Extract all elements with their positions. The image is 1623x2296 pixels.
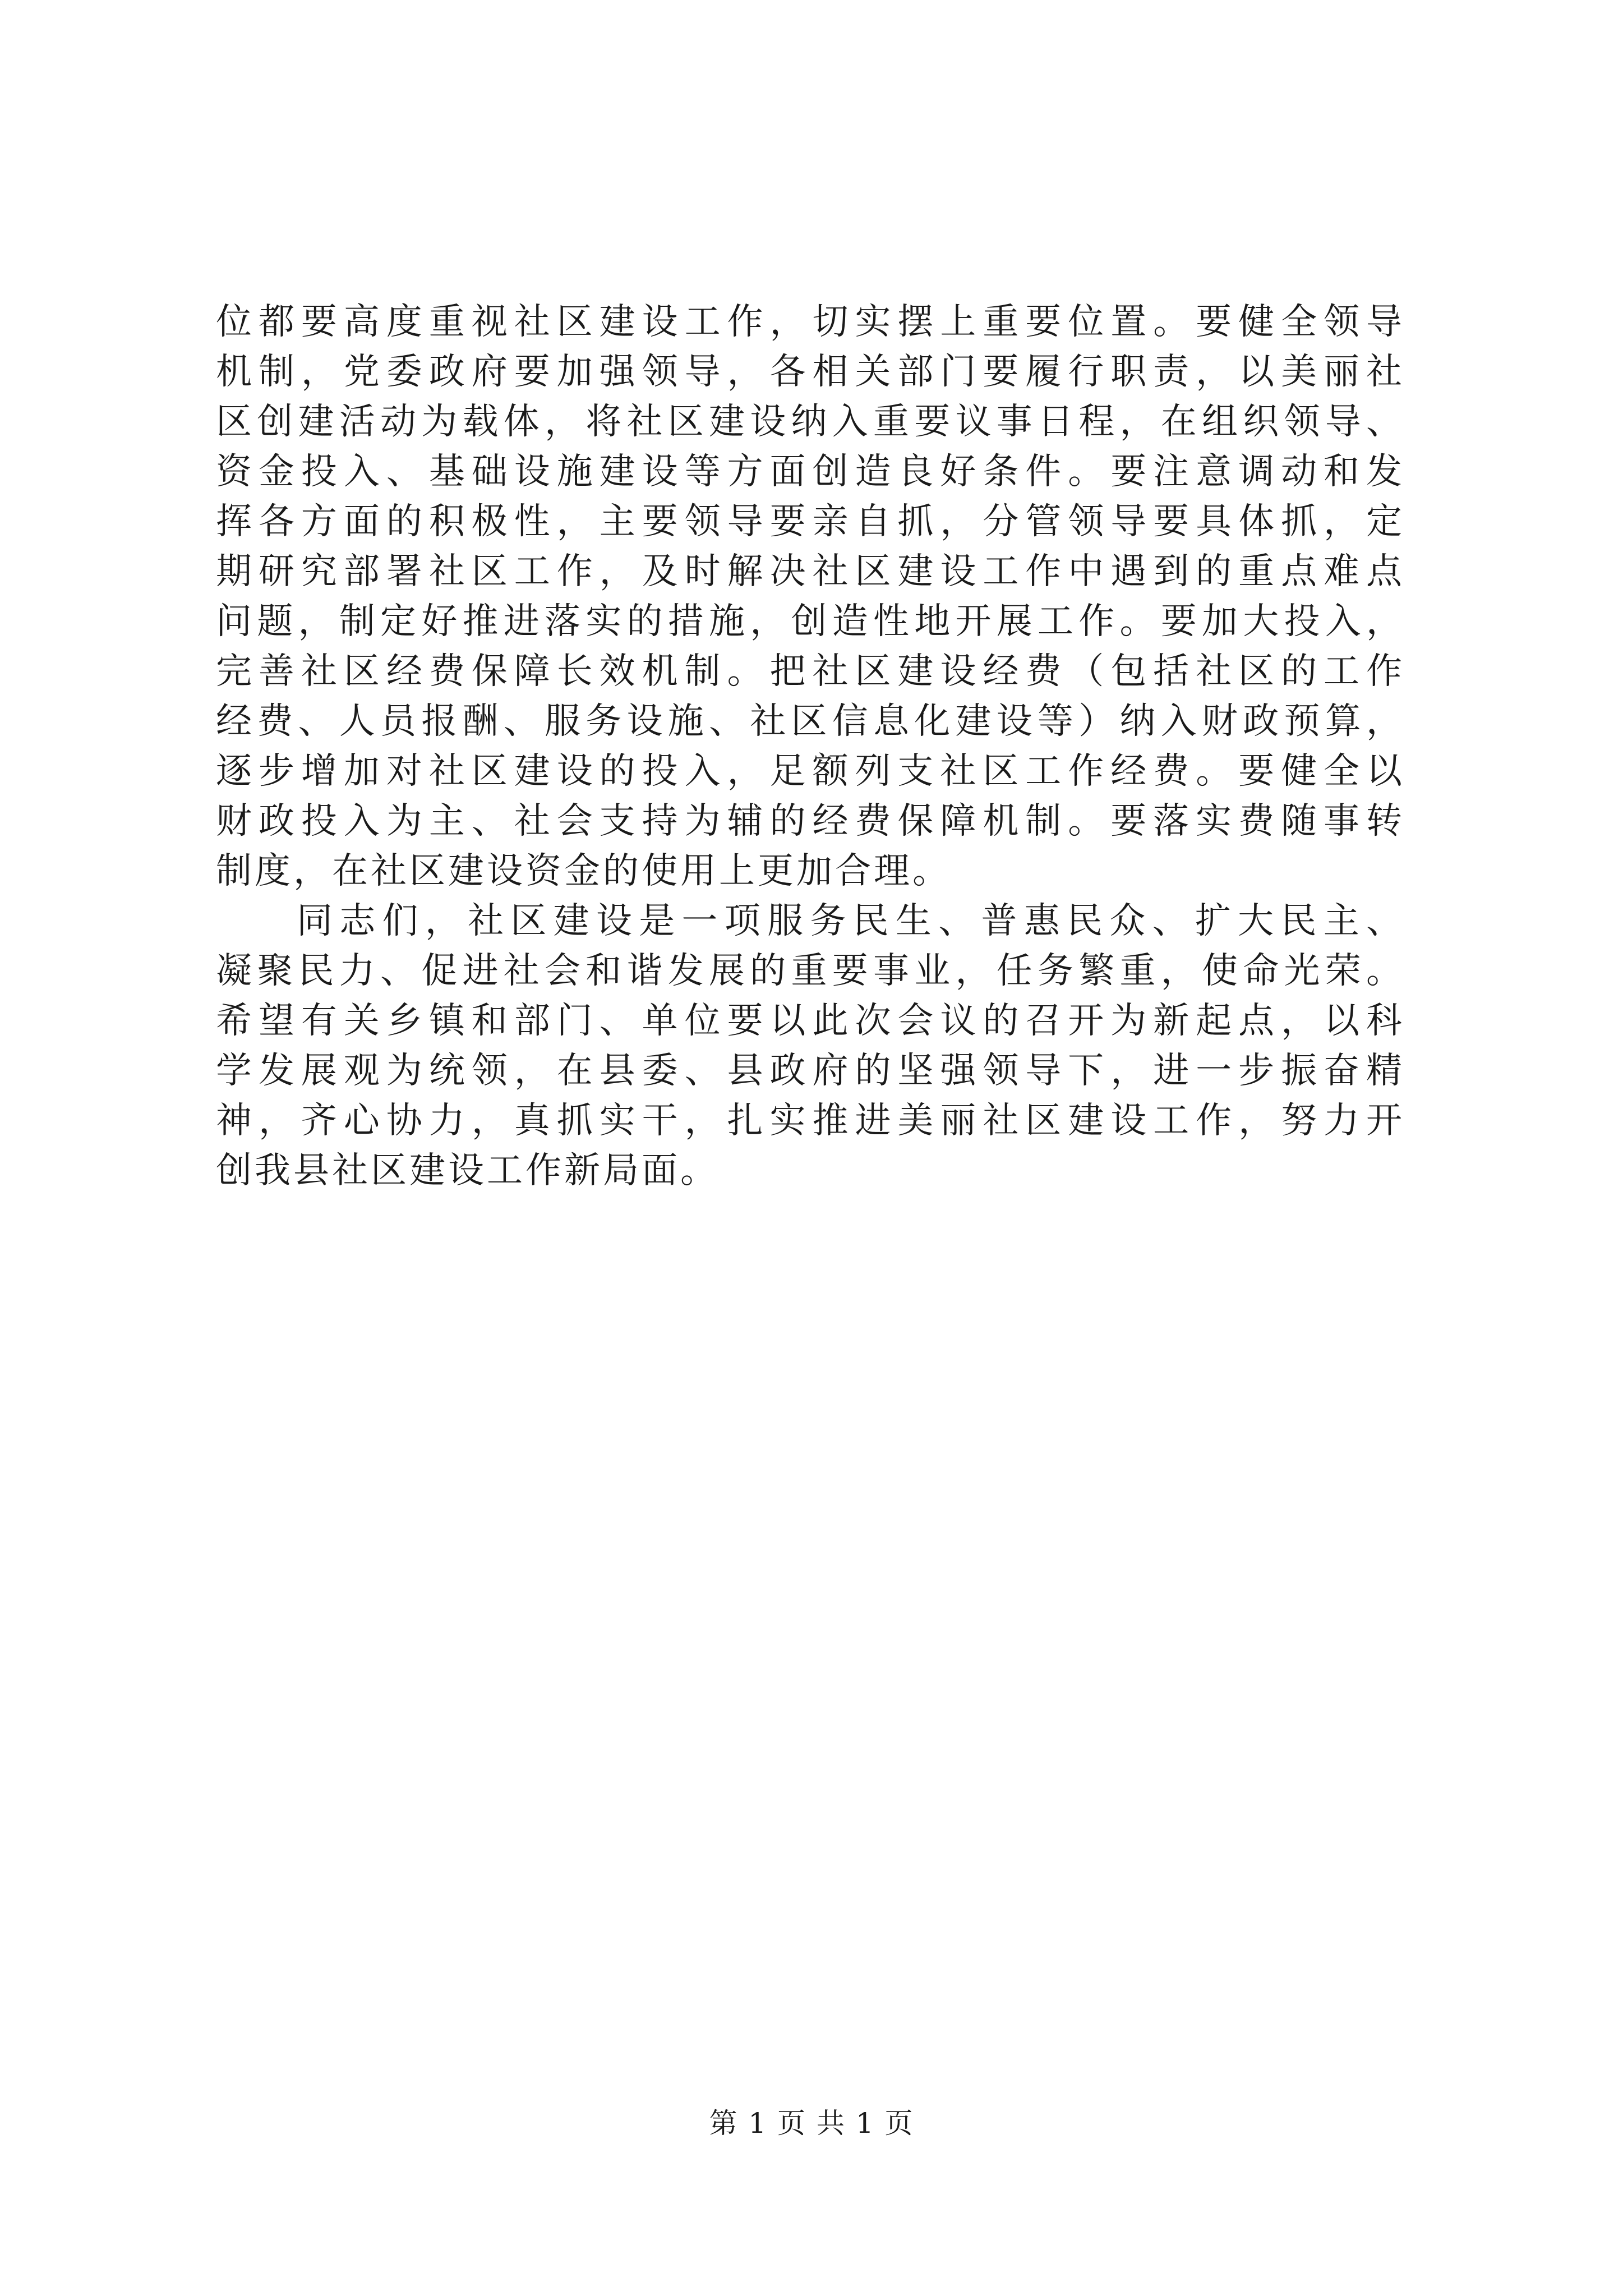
paragraph-line: 区创建活动为载体，将社区建设纳入重要议事日程，在组织领导、 bbox=[216, 401, 1405, 443]
paragraph-line: 完善社区经费保障长效机制。把社区建设经费（包括社区的工作 bbox=[216, 651, 1405, 692]
paragraph-line: 问题，制定好推进落实的措施，创造性地开展工作。要加大投入， bbox=[216, 601, 1405, 642]
paragraph-line: 期研究部署社区工作，及时解决社区建设工作中遇到的重点难点 bbox=[216, 551, 1405, 592]
paragraph-1 bbox=[216, 297, 1405, 896]
paragraph-line: 制度，在社区建设资金的使用上更加合理。 bbox=[216, 850, 951, 892]
paragraph-line: 位都要高度重视社区建设工作，切实摆上重要位置。要健全领导 bbox=[216, 301, 1405, 343]
paragraph-line: 希望有关乡镇和部门、单位要以此次会议的召开为新起点，以科 bbox=[216, 1000, 1405, 1042]
paragraph-line: 创我县社区建设工作新局面。 bbox=[216, 1150, 719, 1191]
paragraph-line: 财政投入为主、社会支持为辅的经费保障机制。要落实费随事转 bbox=[216, 800, 1405, 842]
paragraph-line: 挥各方面的积极性，主要领导要亲自抓，分管领导要具体抓，定 bbox=[216, 501, 1405, 542]
paragraph-line: 神，齐心协力，真抓实干，扎实推进美丽社区建设工作，努力开 bbox=[216, 1100, 1405, 1142]
paragraph-line: 逐步增加对社区建设的投入，足额列支社区工作经费。要健全以 bbox=[216, 751, 1405, 792]
paragraph-line: 经费、人员报酬、服务设施、社区信息化建设等）纳入财政预算， bbox=[216, 701, 1405, 742]
document-body bbox=[216, 297, 1405, 1196]
paragraph-line: 机制，党委政府要加强领导，各相关部门要履行职责，以美丽社 bbox=[216, 351, 1405, 393]
paragraph-2 bbox=[216, 896, 1405, 1196]
page-number-footer: 第 1 页 共 1 页 bbox=[709, 2107, 914, 2139]
paragraph-line: 凝聚民力、促进社会和谐发展的重要事业，任务繁重，使命光荣。 bbox=[216, 950, 1405, 992]
paragraph-line: 资金投入、基础设施建设等方面创造良好条件。要注意调动和发 bbox=[216, 451, 1405, 493]
paragraph-line: 学发展观为统领，在县委、县政府的坚强领导下，进一步振奋精 bbox=[216, 1050, 1405, 1092]
paragraph-line: 同志们，社区建设是一项服务民生、普惠民众、扩大民主、 bbox=[297, 900, 1405, 942]
